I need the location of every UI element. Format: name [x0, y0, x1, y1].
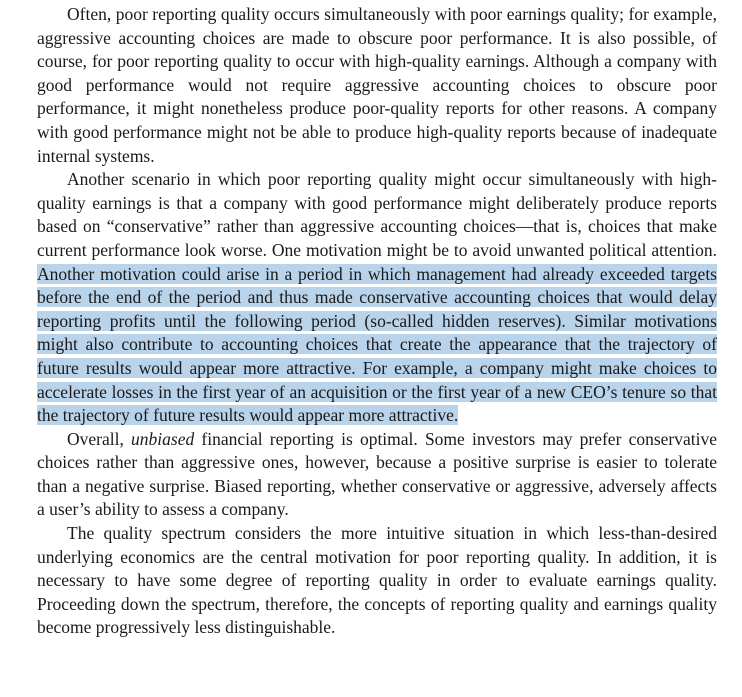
- highlighted-text-selection[interactable]: Another motivation could arise in a period in which management had already exceeded targets before the end of the period and thus made conservative accounting choices that would delay reporting profits until the following period (so-called hidden reserves). Similar motivations might also contribute to accounting choices that create the appearance that the trajectory of future results would appear more attractive. For example, a company might make choices to accelerate losses in the first year of an acquisition or the first year of a new CEO’s tenure so that the trajectory of future results would appear more attractive.: [37, 263, 717, 426]
- paragraph-3-text-end: financial reporting is optimal. Some investors may prefer conservative choices rather than aggressive ones, however, because a positive surprise is easier to tolerate than a negative surprise. Biased reporting, whether conservative or aggressive, adversely affects a user’s ability to assess a company.: [37, 428, 717, 520]
- document-body: [37, 3, 717, 640]
- paragraph-4: [37, 522, 717, 640]
- paragraph-3-text-start: Overall,: [67, 428, 132, 449]
- paragraph-3: [37, 428, 717, 522]
- emphasis-unbiased: unbiased: [131, 428, 195, 449]
- paragraph-2: [37, 168, 717, 428]
- paragraph-1: [37, 3, 717, 168]
- paragraph-1-text: Often, poor reporting quality occurs simultaneously with poor earnings quality; for example, aggressive accounting choices are made to obscure poor performance. It is also possible, of course, for poor reporting quality to occur with high-quality earnings. Although a company with good performance would not require aggressive accounting choices to obscure poor performance, it might nonetheless produce poor-quality reports for other reasons. A company with good performance might not be able to produce high-quality reports because of inadequate internal systems.: [37, 4, 717, 166]
- paragraph-4-text: The quality spectrum considers the more intuitive situation in which less-than-desired underlying economics are the central motivation for poor reporting quality. In addition, it is necessary to have some degree of reporting quality in order to evaluate earnings quality. Proceeding down the spectrum, therefore, the concepts of reporting quality and earnings quality become progressively less distinguishable.: [37, 523, 717, 638]
- paragraph-2-text: Another scenario in which poor reporting quality might occur simultaneously with high-quality earnings is that a company with good performance might deliberately produce reports based on “conservative” rather than aggressive accounting choices—that is, choices that make current performance look worse. One motivation might be to avoid unwanted political attention.: [37, 169, 717, 260]
